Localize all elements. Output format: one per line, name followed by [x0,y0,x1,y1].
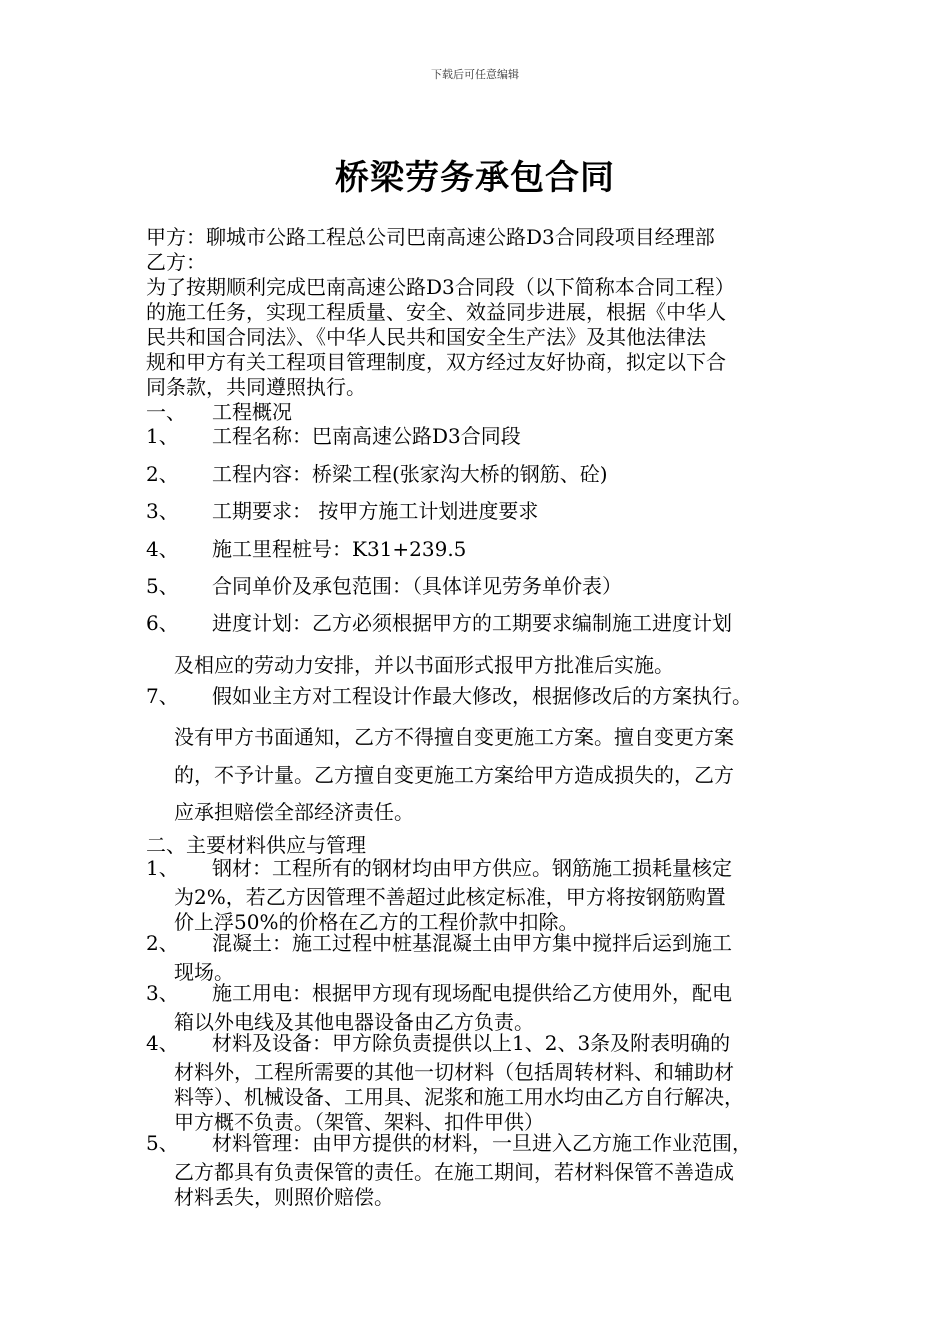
clause-number: 5、 [146,574,179,598]
clause-continuation: 及相应的劳动力安排，并以书面形式报甲方批准后实施。 [174,653,674,677]
intro-line: 规和甲方有关工程项目管理制度，双方经过友好协商，拟定以下合 [146,350,726,374]
clause-number: 2、 [146,462,179,486]
party-b-line: 乙方： [146,250,206,274]
clause-continuation: 材料丢失，则照价赔偿。 [174,1185,394,1209]
clause-continuation: 材料外，工程所需要的其他一切材料（包括周转材料、和辅助材 [174,1060,734,1084]
clause-continuation: 甲方概不负责。（架管、架料、扣件甲供） [174,1110,544,1134]
clause-continuation: 乙方都具有负责保管的责任。在施工期间，若材料保管不善造成 [174,1160,734,1184]
clause-text: 进度计划：乙方必须根据甲方的工期要求编制施工进度计划 [212,611,732,635]
clause-continuation: 价上浮50%的价格在乙方的工程价款中扣除。 [174,910,579,934]
clause-item [146,462,608,487]
clause-item [146,499,538,524]
intro-line: 的施工任务，实现工程质量、安全、效益同步进展，根据《中华人 [146,300,726,324]
intro-line: 民共和国合同法》、《中华人民共和国安全生产法》及其他法律法 [146,325,706,349]
clause-number: 4、 [146,537,179,561]
clause-text: 工程内容：桥梁工程(张家沟大桥的钢筋、砼) [212,462,608,486]
clause-number: 3、 [146,499,179,523]
clause-text: 合同单价及承包范围：（具体详见劳务单价表） [212,574,622,598]
header-note: 下载后可任意编辑 [431,68,519,81]
clause-item [146,931,732,956]
clause-number: 5、 [146,1131,179,1155]
intro-line: 为了按期顺利完成巴南高速公路D3合同段（以下简称本合同工程） [146,275,735,299]
clause-continuation: 现场。 [174,960,234,984]
clause-item [146,574,622,599]
clause-item [146,856,732,881]
clause-item [146,684,752,709]
clause-item [146,981,732,1006]
clause-item [146,424,521,449]
clause-continuation: 的，不予计量。乙方擅自变更施工方案给甲方造成损失的，乙方 [174,763,734,787]
party-a-line: 甲方：聊城市公路工程总公司巴南高速公路D3合同段项目经理部 [146,225,715,249]
clause-number: 1、 [146,424,179,448]
clause-text: 材料管理：由甲方提供的材料，一旦进入乙方施工作业范围， [212,1131,752,1155]
clause-continuation: 箱以外电线及其他电器设备由乙方负责。 [174,1010,534,1034]
section-2-heading: 二、主要材料供应与管理 [146,833,366,857]
clause-number: 3、 [146,981,179,1005]
clause-text: 假如业主方对工程设计作最大修改，根据修改后的方案执行。 [212,684,752,708]
clause-item [146,611,732,636]
clause-number: 2、 [146,931,179,955]
clause-text: 混凝土：施工过程中桩基混凝土由甲方集中搅拌后运到施工 [212,931,732,955]
clause-number: 1、 [146,856,179,880]
contract-title: 桥梁劳务承包合同 [335,158,615,198]
clause-item [146,1031,730,1056]
clause-text: 材料及设备：甲方除负责提供以上1、2、3条及附表明确的 [212,1031,731,1055]
clause-text: 钢材：工程所有的钢材均由甲方供应。钢筋施工损耗量核定 [212,856,732,880]
clause-continuation: 没有甲方书面通知，乙方不得擅自变更施工方案。擅自变更方案 [174,725,734,749]
section-1-heading [146,400,292,425]
intro-line: 同条款，共同遵照执行。 [146,375,366,399]
clause-item [146,1131,752,1156]
section-title: 工程概况 [212,400,292,424]
clause-text: 施工用电：根据甲方现有现场配电提供给乙方使用外，配电 [212,981,732,1005]
section-number: 一、 [146,400,186,424]
clause-item [146,537,466,562]
clause-continuation: 为2%，若乙方因管理不善超过此核定标准，甲方将按钢筋购置 [174,885,726,909]
clause-number: 7、 [146,684,179,708]
clause-text: 工期要求： 按甲方施工计划进度要求 [212,499,539,523]
clause-number: 6、 [146,611,179,635]
clause-continuation: 应承担赔偿全部经济责任。 [174,800,414,824]
clause-number: 4、 [146,1031,179,1055]
clause-text: 施工里程桩号：K31+239.5 [212,537,467,561]
clause-continuation: 料等）、机械设备、工用具、泥浆和施工用水均由乙方自行解决， [174,1085,744,1109]
clause-text: 工程名称：巴南高速公路D3合同段 [212,424,521,448]
